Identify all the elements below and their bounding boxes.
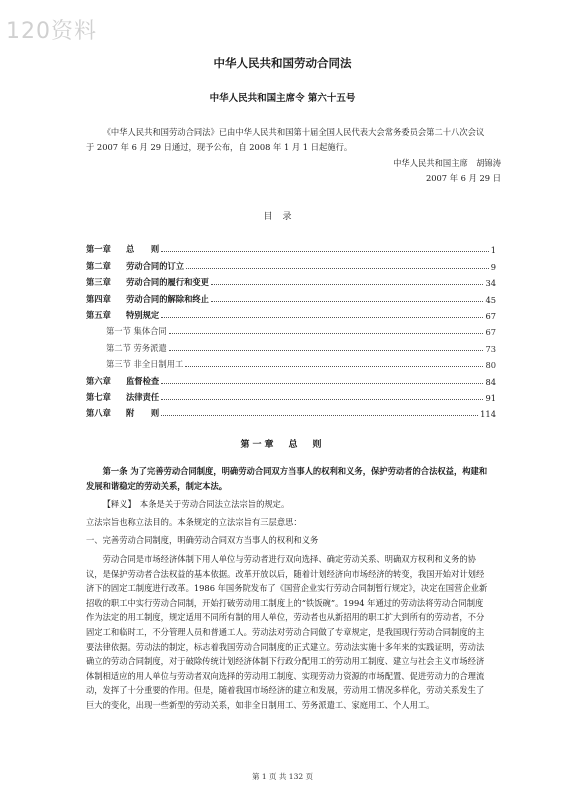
toc-name: 第二节 劳务派遣 xyxy=(106,342,167,353)
toc-page: 1 xyxy=(490,245,496,256)
toc-page: 67 xyxy=(485,327,496,338)
paragraph: 劳动合同是市场经济体制下用人单位与劳动者进行双向选择、确定劳动关系、明确双方权利和义务的协议，是保护劳动者合法权益的基本依据。改革开放以后，随着计划经济向市场经济的转变，我国开始对计划经济下的固定工制度进行改革。1986 年国务院发布了《国营企业实行劳动合同制暂行规定》，决定在国营企业新招收的职工中实行劳动合同制，开始打破劳动用工制度上的“铁饭碗”。1994 年通过的劳动法将劳动合同制度作为法定的用工制度，规定适用不同所有制的用人单位，劳动者也从新招用的职工扩大到所有的劳动者，不分固定工和临时工，不分管理人员和普通工人。劳动法对劳动合同做了专章规定，是我国现行劳动合同制度的主要法律依据。劳动法的制定，标志着我国劳动合同制度的正式建立。劳动法实施十多年来的实践证明，劳动法确立的劳动合同制度，对于破除传统计划经济体制下行政分配用工的劳动用工制度、建立与社会主义市场经济体制相适应的用人单位与劳动者双向选择的劳动用工制度、实现劳动力资源的市场配置、促进劳动力的合理流动，发挥了十分重要的作用。但是，随着我国市场经济的建立和发展，劳动用工情况多样化，劳动关系发生了巨大的变化，出现一些新型的劳动关系，如非全日制用工、劳务派遣工、家庭用工、个人用工。 xyxy=(86,554,488,710)
annotation: 【释义】 本条是关于劳动合同法立法宗旨的规定。 xyxy=(102,499,290,509)
toc-leader xyxy=(161,399,483,400)
toc-leader xyxy=(169,350,484,351)
table-of-contents xyxy=(86,239,496,419)
toc-chapter: 第七章 xyxy=(86,391,111,402)
toc-name: 劳动合同的解除和终止 xyxy=(126,293,209,304)
document-title: 中华人民共和国劳动合同法 xyxy=(213,56,352,70)
watermark: 120资料 xyxy=(6,19,97,44)
signature-date: 2007 年 6 月 29 日 xyxy=(425,173,501,183)
toc-entry[interactable] xyxy=(86,239,496,255)
toc-name: 劳动合同的履行和变更 xyxy=(126,277,209,288)
page-footer: 第 1 页 共 132 页 xyxy=(251,772,313,781)
toc-name: 监督检查 xyxy=(126,375,160,386)
toc-chapter: 第六章 xyxy=(86,375,111,386)
toc-chapter: 第八章 xyxy=(86,408,111,419)
toc-name: 特别规定 xyxy=(126,309,160,320)
toc-entry[interactable] xyxy=(86,288,496,304)
toc-page: 34 xyxy=(485,278,496,289)
toc-leader xyxy=(161,383,483,384)
toc-chapter: 第五章 xyxy=(86,309,111,320)
toc-page: 9 xyxy=(490,261,496,272)
toc-entry[interactable] xyxy=(86,255,496,271)
signature-name: 中华人民共和国主席 胡锦涛 xyxy=(393,158,501,168)
toc-chapter: 第二章 xyxy=(86,260,111,271)
toc-page: 67 xyxy=(485,310,496,321)
article-1: 第一条 为了完善劳动合同制度，明确劳动合同双方当事人的权利和义务，保护劳动者的合法权益，构建和发展和谐稳定的劳动关系，制定本法。 xyxy=(86,466,488,491)
toc-chapter: 第三章 xyxy=(86,277,111,288)
toc-chapter: 第四章 xyxy=(86,293,111,304)
toc-page: 114 xyxy=(480,409,496,420)
toc-section-entry[interactable] xyxy=(86,354,496,370)
toc-leader xyxy=(169,333,484,334)
toc-leader xyxy=(211,284,483,285)
toc-page: 84 xyxy=(485,376,496,387)
toc-leader xyxy=(161,415,478,416)
toc-leader xyxy=(211,301,483,302)
toc-name: 总 则 xyxy=(126,244,160,255)
toc-name: 第三节 非全日制用工 xyxy=(106,359,184,370)
paragraph: 立法宗旨也称立法目的。本条规定的立法宗旨有三层意思： xyxy=(86,517,302,527)
toc-chapter: 第一章 xyxy=(86,244,111,255)
toc-name: 劳动合同的订立 xyxy=(126,260,185,271)
toc-name: 法律责任 xyxy=(126,391,160,402)
toc-leader xyxy=(161,251,489,252)
chapter-heading: 第一章 总 则 xyxy=(240,440,325,450)
toc-page: 45 xyxy=(485,294,496,305)
toc-leader xyxy=(186,268,489,269)
toc-entry[interactable] xyxy=(86,387,496,403)
toc-leader xyxy=(185,366,483,367)
toc-title: 目录 xyxy=(263,212,302,222)
toc-name: 附 则 xyxy=(126,408,160,419)
toc-page: 91 xyxy=(485,392,496,403)
toc-entry[interactable] xyxy=(86,370,496,386)
toc-page: 73 xyxy=(485,343,496,354)
toc-name: 第一节 集体合同 xyxy=(106,326,167,337)
toc-section-entry[interactable] xyxy=(86,337,496,353)
intro-paragraph: 《中华人民共和国劳动合同法》已由中华人民共和国第十届全国人民代表大会常务委员会第二十八次会议于 2007 年 6 月 29 日通过，现予公布，自 2008 年 1 月 1 日起施行。 xyxy=(86,127,485,152)
toc-entry[interactable] xyxy=(86,403,496,419)
toc-section-entry[interactable] xyxy=(86,321,496,337)
toc-entry[interactable] xyxy=(86,305,496,321)
toc-leader xyxy=(161,317,483,318)
section-heading: 一、完善劳动合同制度，明确劳动合同双方当事人的权利和义务 xyxy=(86,535,319,545)
toc-entry[interactable] xyxy=(86,272,496,288)
toc-page: 80 xyxy=(485,360,496,371)
document-subtitle: 中华人民共和国主席令 第六十五号 xyxy=(209,93,356,104)
